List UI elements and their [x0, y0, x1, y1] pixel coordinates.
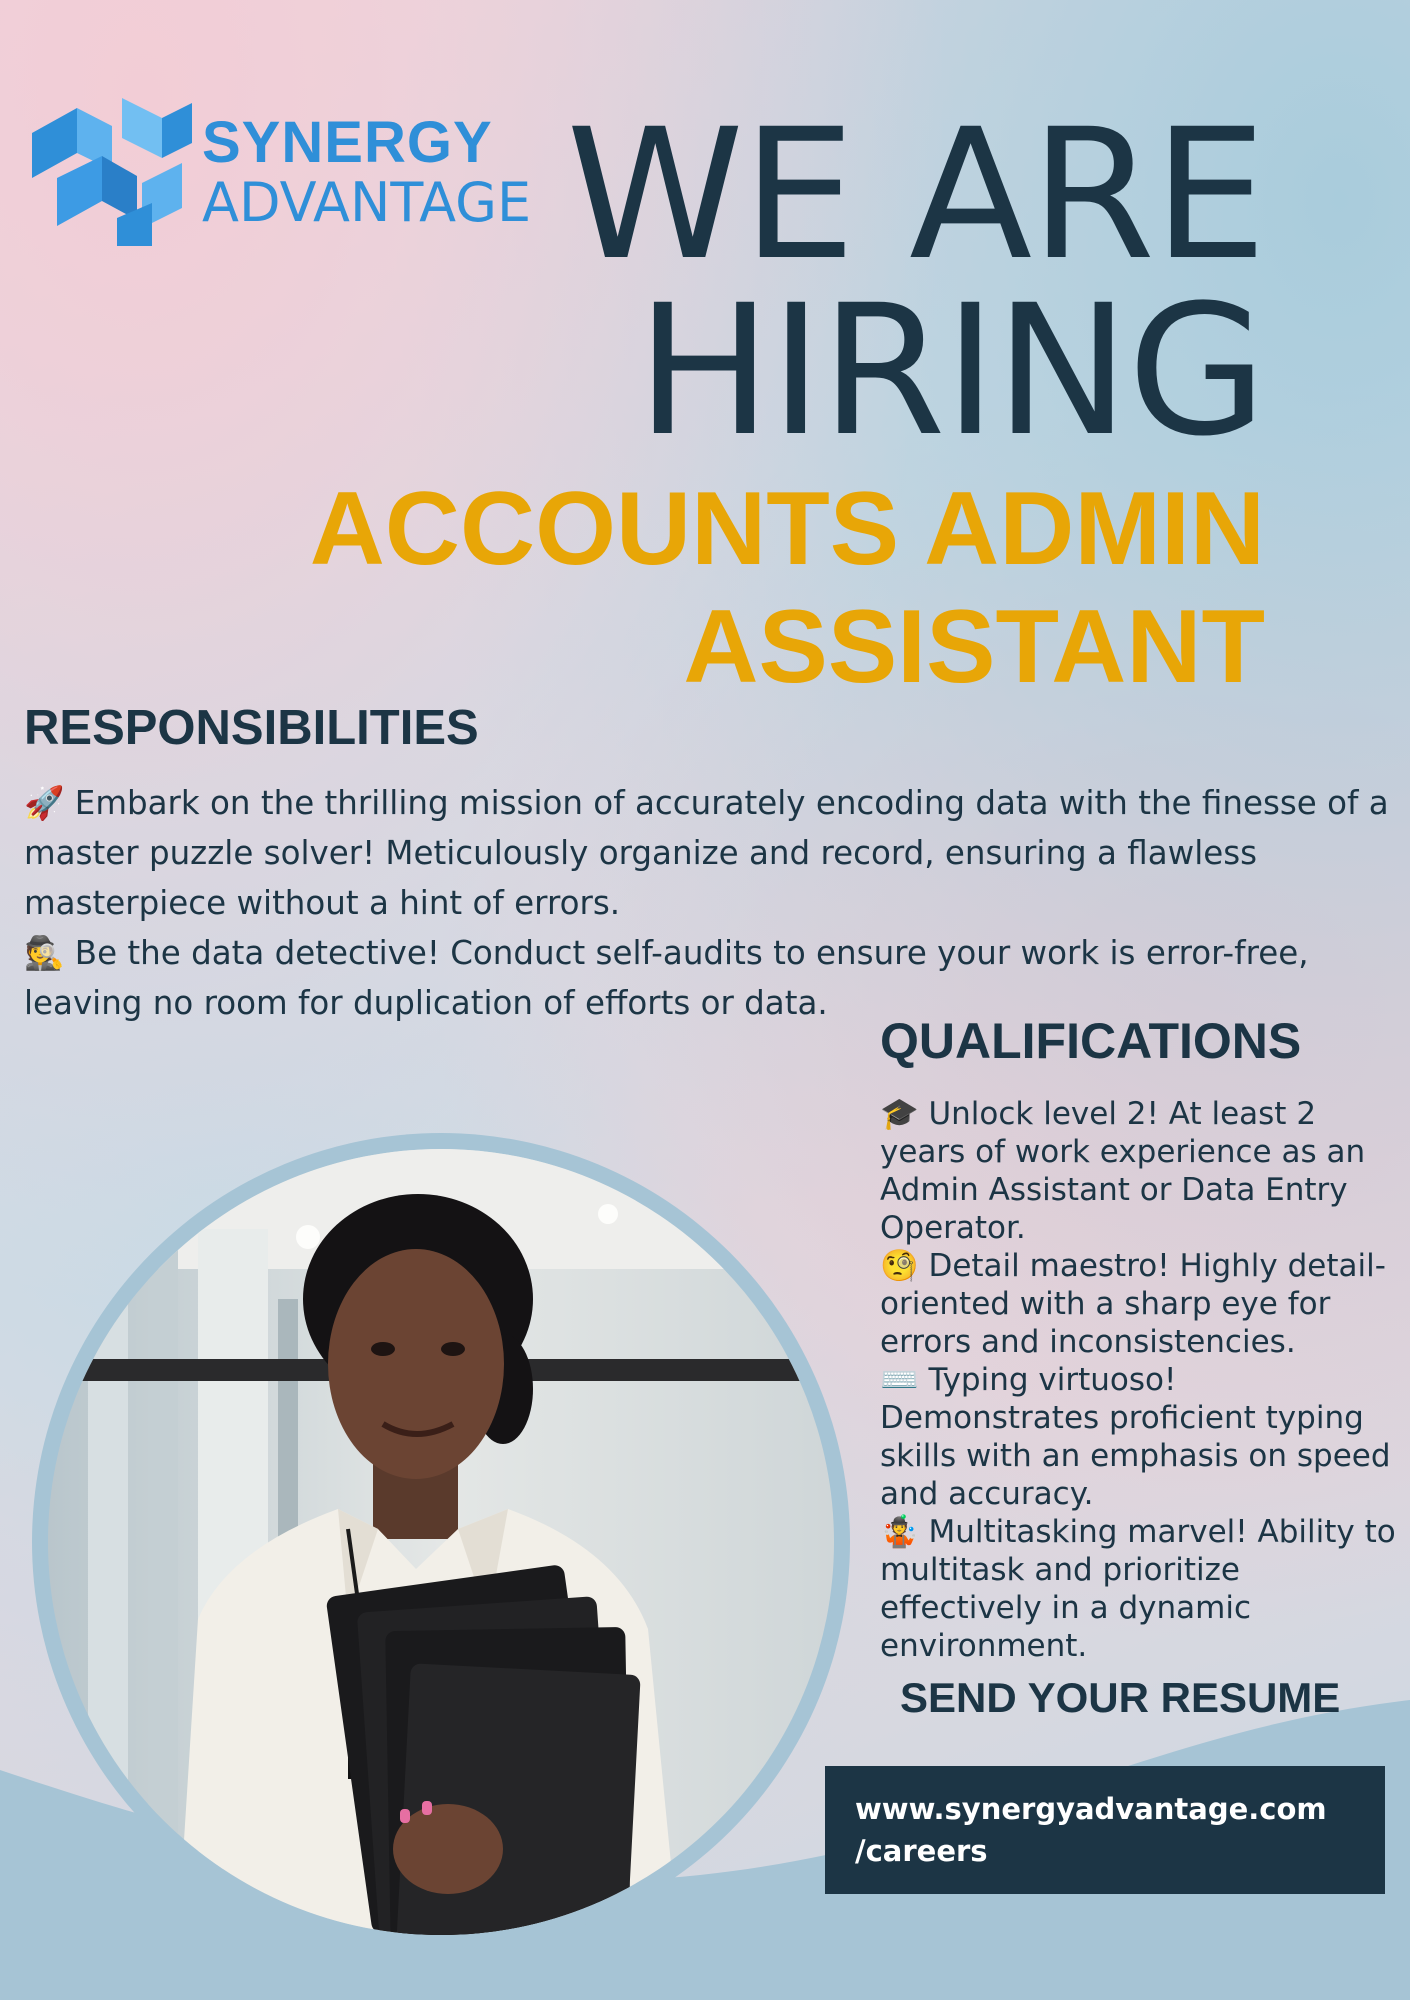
headline [566, 91, 1265, 476]
responsibility-text: Be the data detective! Conduct self-audits to ensure your work is error-free, leaving no room for duplication of efforts or data. [24, 934, 1309, 1022]
qualification-text: Detail maestro! Highly detail-oriented with a sharp eye for errors and inconsistencies. [880, 1248, 1386, 1360]
responsibility-item [24, 778, 1394, 928]
qualification-text: Multitasking marvel! Ability to multitask and prioritize effectively in a dynamic environment. [880, 1514, 1396, 1664]
qualifications-heading: QUALIFICATIONS [880, 1013, 1302, 1069]
company-logo [32, 98, 531, 246]
monocle-face-icon: 🧐 [880, 1248, 919, 1284]
job-title [310, 470, 1265, 706]
qualifications-list [880, 1095, 1405, 1665]
send-resume-heading: SEND YOUR RESUME [900, 1674, 1341, 1721]
careers-link[interactable] [825, 1766, 1385, 1894]
job-title-line-2: ASSISTANT [683, 589, 1265, 705]
qualification-item [880, 1513, 1405, 1665]
detective-icon: 🕵️ [24, 934, 65, 972]
careers-url-line-2: /careers [855, 1834, 988, 1868]
employee-photo-illustration [48, 1149, 834, 1935]
responsibilities-heading: RESPONSIBILITIES [24, 701, 479, 755]
qualification-text: Unlock level 2! At least 2 years of work experience as an Admin Assistant or Data Entry Operator. [880, 1096, 1366, 1246]
job-title-line-1: ACCOUNTS ADMIN [309, 471, 1265, 587]
responsibility-text: Embark on the thrilling mission of accurately encoding data with the finesse of a master puzzle solver! Meticulously organize and record, ensuring a flawless masterpiece without a hint of errors. [24, 784, 1389, 922]
logo-line-synergy: SYNERGY [202, 110, 493, 175]
qualification-item [880, 1095, 1405, 1247]
headline-line-1: WE ARE [566, 91, 1265, 300]
headline-line-2: HIRING [636, 267, 1265, 476]
logo-wordmark [202, 110, 532, 234]
juggling-icon: 🤹 [880, 1514, 919, 1550]
rocket-icon: 🚀 [24, 784, 65, 822]
qualification-item [880, 1361, 1405, 1513]
synergy-logo-icon [32, 98, 192, 246]
keyboard-icon: ⌨️ [880, 1362, 919, 1398]
logo-line-advantage: ADVANTAGE [202, 171, 532, 234]
employee-photo [48, 1149, 834, 1935]
qualification-text: Typing virtuoso! Demonstrates proficient typing skills with an emphasis on speed and accuracy. [880, 1362, 1391, 1512]
qualification-item [880, 1247, 1405, 1361]
responsibilities-list [24, 778, 1394, 1028]
careers-url-line-1: www.synergyadvantage.com [855, 1792, 1327, 1826]
graduation-cap-icon: 🎓 [880, 1096, 919, 1132]
